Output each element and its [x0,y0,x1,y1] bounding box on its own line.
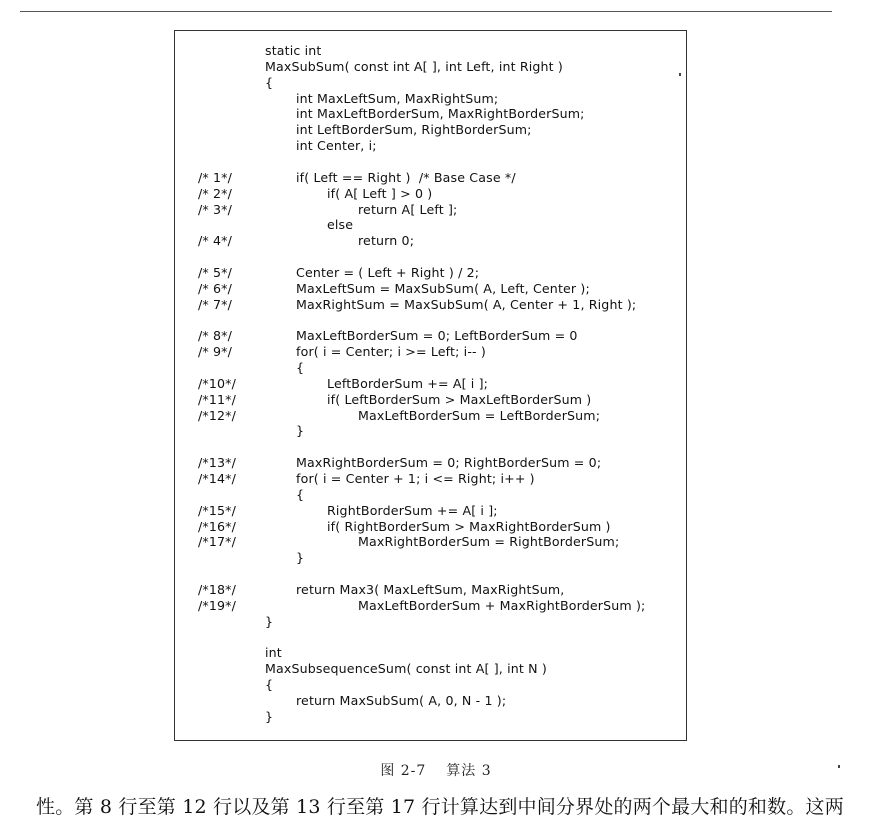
code-line [175,297,686,313]
line-number: /*11*/ [198,391,237,407]
line-number: /*15*/ [198,502,237,518]
code-line [175,566,686,582]
code-text: if( RightBorderSum > MaxRightBorderSum ) [327,518,611,534]
code-line [175,709,686,725]
code-text: { [265,677,274,692]
code-line [175,249,686,265]
line-number: /*17*/ [198,534,237,550]
code-line [175,186,686,202]
line-number: /* 7*/ [198,296,232,312]
code-line [175,59,686,75]
code-line [175,122,686,138]
line-number: /* 8*/ [198,328,232,344]
code-text: else [327,217,354,233]
code-text: MaxRightSum = MaxSubSum( A, Center + 1, Right ); [296,296,637,312]
code-text: } [296,550,305,566]
code-text: int Center, i; [296,138,377,154]
code-line [175,217,686,233]
line-number: /* 6*/ [198,280,232,296]
code-line [175,677,686,693]
code-line [175,614,686,630]
line-number: /*12*/ [198,407,237,423]
code-text: MaxLeftSum = MaxSubSum( A, Left, Center ); [296,280,590,296]
line-number: /* 2*/ [198,185,232,201]
code-text: return A[ Left ]; [358,201,458,217]
code-line [175,503,686,519]
code-text: MaxRightBorderSum = RightBorderSum; [358,534,620,550]
code-line [175,344,686,360]
figure-label: 图 2-7 [380,763,427,779]
code-text: if( Left == Right ) /* Base Case */ [296,169,516,185]
line-number: /*19*/ [198,597,237,613]
code-line [175,233,686,249]
code-line [175,534,686,550]
code-line [175,550,686,566]
top-rule [20,11,832,12]
code-line [175,645,686,661]
code-text: int MaxLeftBorderSum, MaxRightBorderSum; [296,106,585,122]
code-line [175,106,686,122]
code-line [175,91,686,107]
line-number: /* 9*/ [198,344,232,360]
code-text: MaxSubSum( const int A[ ], int Left, int Right ) [265,58,563,74]
line-number: /*18*/ [198,581,237,597]
code-text: int MaxLeftSum, MaxRightSum; [296,90,499,106]
code-line [175,661,686,677]
line-number: /*10*/ [198,375,237,391]
code-line [175,360,686,376]
code-text: for( i = Center + 1; i <= Right; i++ ) [296,470,535,486]
code-text: } [265,613,274,629]
code-line [175,598,686,614]
code-text: if( LeftBorderSum > MaxLeftBorderSum ) [327,391,592,407]
code-text: MaxLeftBorderSum = 0; LeftBorderSum = 0 [296,328,578,344]
code-line [175,693,686,709]
code-line [175,154,686,170]
code-line [175,328,686,344]
line-number: /* 4*/ [198,233,232,249]
code-text: static int [265,43,322,58]
code-text: for( i = Center; i >= Left; i-- ) [296,344,486,360]
code-text: } [265,708,274,724]
code-text: MaxRightBorderSum = 0; RightBorderSum = 0; [296,455,602,471]
code-line [175,392,686,408]
code-listing-box [174,30,687,741]
code-line [175,439,686,455]
code-line [175,312,686,328]
code-line [175,423,686,439]
code-line [175,487,686,503]
code-text: MaxLeftBorderSum + MaxRightBorderSum ); [358,597,646,613]
body-paragraph: 性。第 8 行至第 12 行以及第 13 行至第 17 行计算达到中间分界处的两个最大和的和数。这两 [36,796,844,818]
code-text: return 0; [358,233,415,249]
code-text: int LeftBorderSum, RightBorderSum; [296,122,532,138]
code-line [175,582,686,598]
code-text: int [265,645,282,661]
code-line [175,265,686,281]
code-line [175,138,686,154]
line-number: /* 5*/ [198,264,232,280]
code-line [175,629,686,645]
code-line [175,75,686,91]
line-number: /*13*/ [198,455,237,471]
code-text: } [296,423,305,439]
code-text: { [265,74,274,90]
code-text: { [296,486,305,502]
code-text: MaxLeftBorderSum = LeftBorderSum; [358,407,601,423]
code-text: return MaxSubSum( A, 0, N - 1 ); [296,692,507,708]
code-text: if( A[ Left ] > 0 ) [327,185,433,201]
line-number: /* 1*/ [198,169,232,185]
code-text: LeftBorderSum += A[ i ]; [327,375,489,391]
code-line [175,281,686,297]
code-line [175,519,686,535]
code-line [175,376,686,392]
scan-speck [679,73,681,76]
code-line [175,202,686,218]
code-text: MaxSubsequenceSum( const int A[ ], int N ) [265,661,547,677]
code-line [175,170,686,186]
code-text: return Max3( MaxLeftSum, MaxRightSum, [296,581,565,597]
code-text: { [296,360,305,375]
line-number: /*16*/ [198,518,237,534]
line-number: /* 3*/ [198,201,232,217]
code-line [175,408,686,424]
code-text: RightBorderSum += A[ i ]; [327,502,498,518]
code-line [175,471,686,487]
line-number: /*14*/ [198,470,237,486]
code-text: Center = ( Left + Right ) / 2; [296,264,480,280]
figure-title: 算法 3 [446,763,492,779]
code-line [175,455,686,471]
code-line [175,43,686,59]
figure-caption [0,760,872,780]
